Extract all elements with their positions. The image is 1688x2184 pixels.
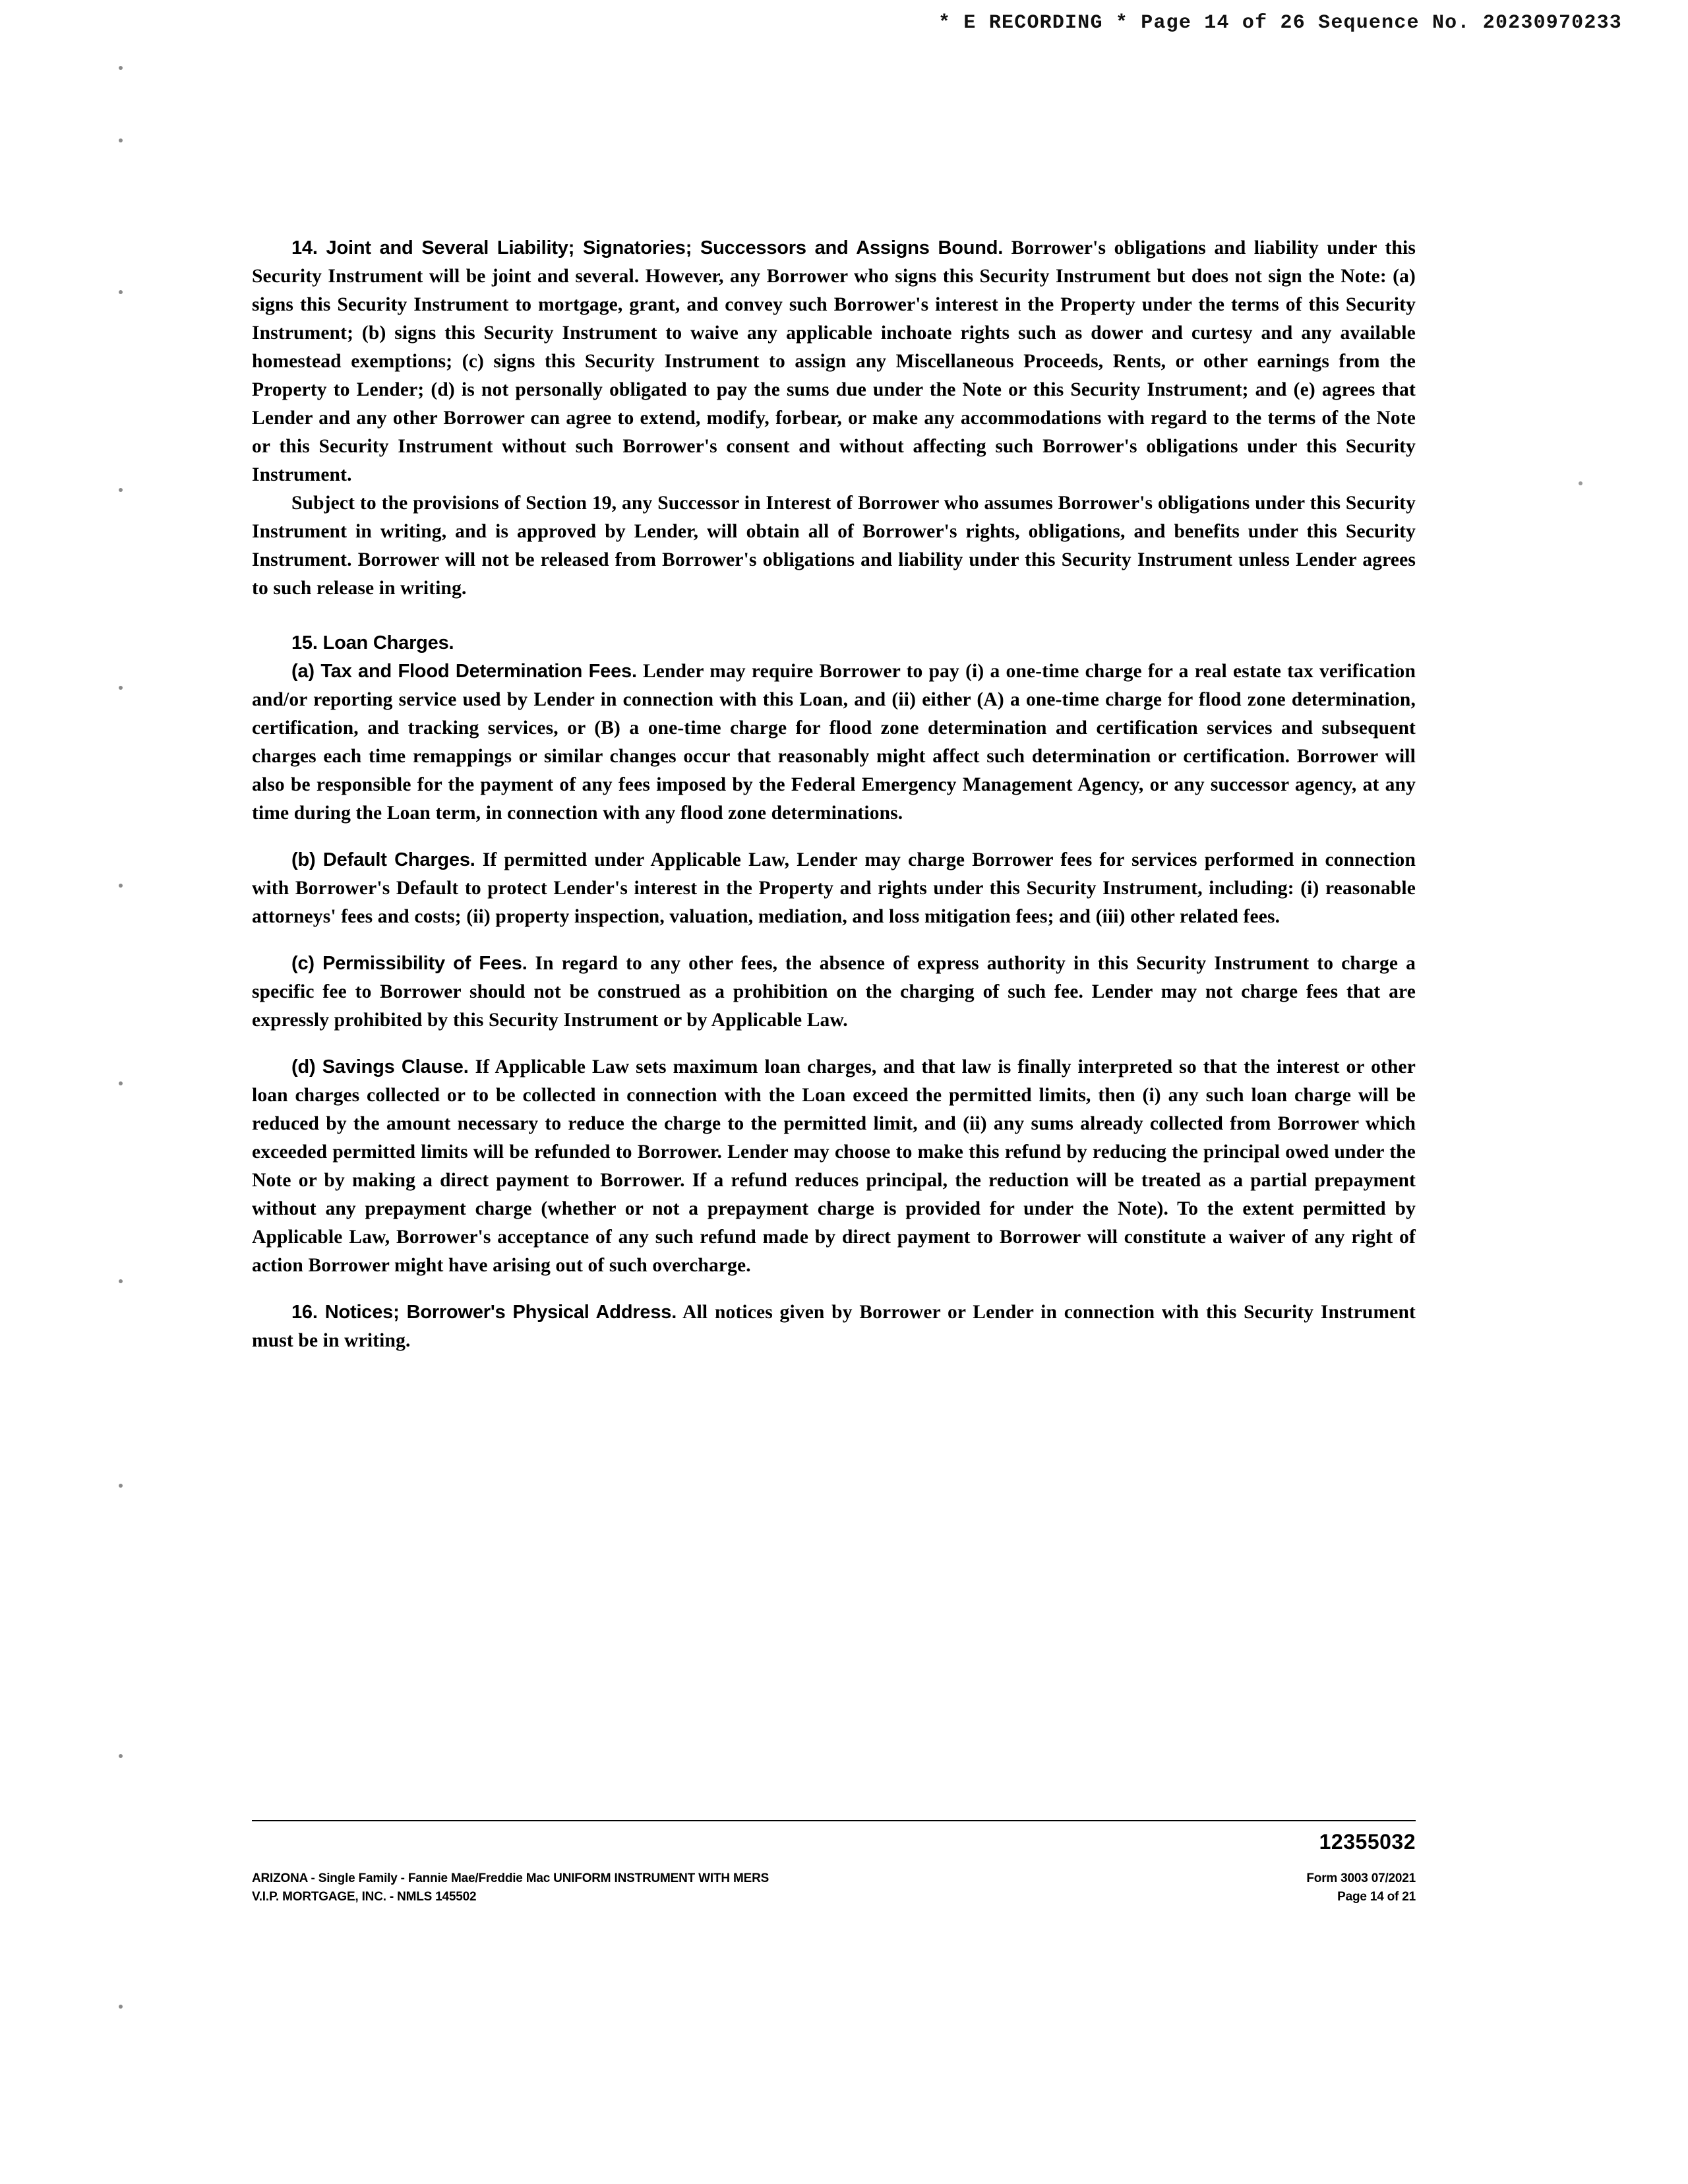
edge-mark	[119, 2005, 123, 2009]
footer-left-block	[252, 1869, 769, 1906]
section-15-heading: 15. Loan Charges.	[291, 632, 454, 653]
edge-mark	[119, 884, 123, 888]
section-14-paragraph-2: Subject to the provisions of Section 19, any Successor in Interest of Borrower who assumes Borrower's obligations under this Security Instrument in writing, and is approved by Lender, will obtain all of Borrower's rights, obligations, and benefits under this Security Instrument. Borrower will not be released from Borrower's obligations and liability under this Security Instrument unless Lender agrees to such release in writing.	[252, 493, 1416, 599]
section-15c-heading: (c) Permissibility of Fees.	[291, 953, 528, 974]
section-15b-heading: (b) Default Charges.	[291, 849, 475, 870]
section-16-paragraph	[252, 1298, 1416, 1355]
section-15c-paragraph	[252, 950, 1416, 1035]
section-15b-text: If permitted under Applicable Law, Lender may charge Borrower fees for services performed in connection with Borrower's Default to protect Lender's interest in the Property and rights under this Security Instrument, including: (i) reasonable attorneys' fees and costs; (ii) property inspection, valuation, mediation, and loss mitigation fees; and (iii) other related fees.	[252, 849, 1416, 927]
section-16-text: All notices given by Borrower or Lender in connection with this Security Instrument must be in writing.	[252, 1302, 1416, 1351]
section-15d-heading: (d) Savings Clause.	[291, 1056, 469, 1077]
footer-divider	[252, 1820, 1416, 1821]
footer-form-line: Form 3003 07/2021	[1306, 1871, 1416, 1885]
edge-mark	[119, 290, 123, 294]
document-body	[252, 234, 1416, 1355]
erecording-stamp: * E RECORDING * Page 14 of 26 Sequence No. 20230970233	[938, 12, 1622, 34]
section-14-heading: 14. Joint and Several Liability; Signatories; Successors and Assigns Bound.	[291, 237, 1004, 258]
footer-page-line: Page 14 of 21	[1337, 1890, 1416, 1904]
footer-lender-line: V.I.P. MORTGAGE, INC. - NMLS 145502	[252, 1890, 477, 1904]
section-16-heading: 16. Notices; Borrower's Physical Address.	[291, 1302, 677, 1323]
edge-mark	[119, 1484, 123, 1488]
section-15a-text: Lender may require Borrower to pay (i) a one-time charge for a real estate tax verification and/or reporting service used by Lender in connection with this Loan, and (ii) either (A) a one-time charge for flood zone determination, certification, and tracking services, or (B) a one-time charge for flood zone determination and certification services and subsequent charges each time remappings or similar changes occur that reasonably might affect such determination or certification. Borrower will also be responsible for the payment of any fees imposed by the Federal Emergency Management Agency, or any successor agency, at any time during the Loan term, in connection with any flood zone determinations.	[252, 661, 1416, 824]
footer-instrument-line: ARIZONA - Single Family - Fannie Mae/Freddie Mac UNIFORM INSTRUMENT WITH MERS	[252, 1871, 769, 1885]
section-15b-paragraph	[252, 846, 1416, 931]
section-15a-heading: (a) Tax and Flood Determination Fees.	[291, 661, 637, 682]
edge-mark	[119, 138, 123, 142]
edge-mark	[119, 1754, 123, 1758]
edge-mark	[119, 66, 123, 70]
edge-mark	[119, 488, 123, 492]
section-15c-text: In regard to any other fees, the absence of express authority in this Security Instrument to charge a specific fee to Borrower should not be construed as a prohibition on the charging of such fee. Lender may not charge fees that are expressly prohibited by this Security Instrument or by Applicable Law.	[252, 953, 1416, 1031]
section-14-paragraph-1	[252, 234, 1416, 489]
section-14-text-1: Borrower's obligations and liability under this Security Instrument will be joint and several. However, any Borrower who signs this Security Instrument but does not sign the Note: (a) signs this Security Instrument to mortgage, grant, and convey such Borrower's interest in the Property under the terms of this Security Instrument; (b) signs this Security Instrument to waive any applicable inchoate rights such as dower and curtesy and any available homestead exemptions; (c) signs this Security Instrument to assign any Miscellaneous Proceeds, Rents, or other earnings from the Property to Lender; (d) is not personally obligated to pay the sums due under the Note or this Security Instrument; and (e) agrees that Lender and any other Borrower can agree to extend, modify, forbear, or make any accommodations with regard to the terms of the Note or this Security Instrument without such Borrower's consent and without affecting such Borrower's obligations under this Security Instrument.	[252, 237, 1416, 485]
footer-right-block	[1306, 1869, 1416, 1906]
edge-mark	[1579, 481, 1582, 485]
edge-mark	[119, 1081, 123, 1085]
section-15d-text: If Applicable Law sets maximum loan charges, and that law is finally interpreted so that the interest or other loan charges collected or to be collected in connection with the Loan exceed the permitted limits, then (i) any such loan charge will be reduced by the amount necessary to reduce the charge to the permitted limit, and (ii) any sums already collected from Borrower which exceeded permitted limits will be refunded to Borrower. Lender may choose to make this refund by reducing the principal owed under the Note or by making a direct payment to Borrower. If a refund reduces principal, the reduction will be treated as a partial prepayment without any prepayment charge (whether or not a prepayment charge is provided for under the Note). To the extent permitted by Applicable Law, Borrower's acceptance of any such refund made by direct payment to Borrower will constitute a waiver of any right of action Borrower might have arising out of such overcharge.	[252, 1056, 1416, 1276]
section-15a-paragraph	[252, 657, 1416, 828]
edge-mark	[119, 686, 123, 690]
section-15d-paragraph	[252, 1053, 1416, 1280]
loan-number: 12355032	[1319, 1830, 1416, 1854]
edge-mark	[119, 1279, 123, 1283]
